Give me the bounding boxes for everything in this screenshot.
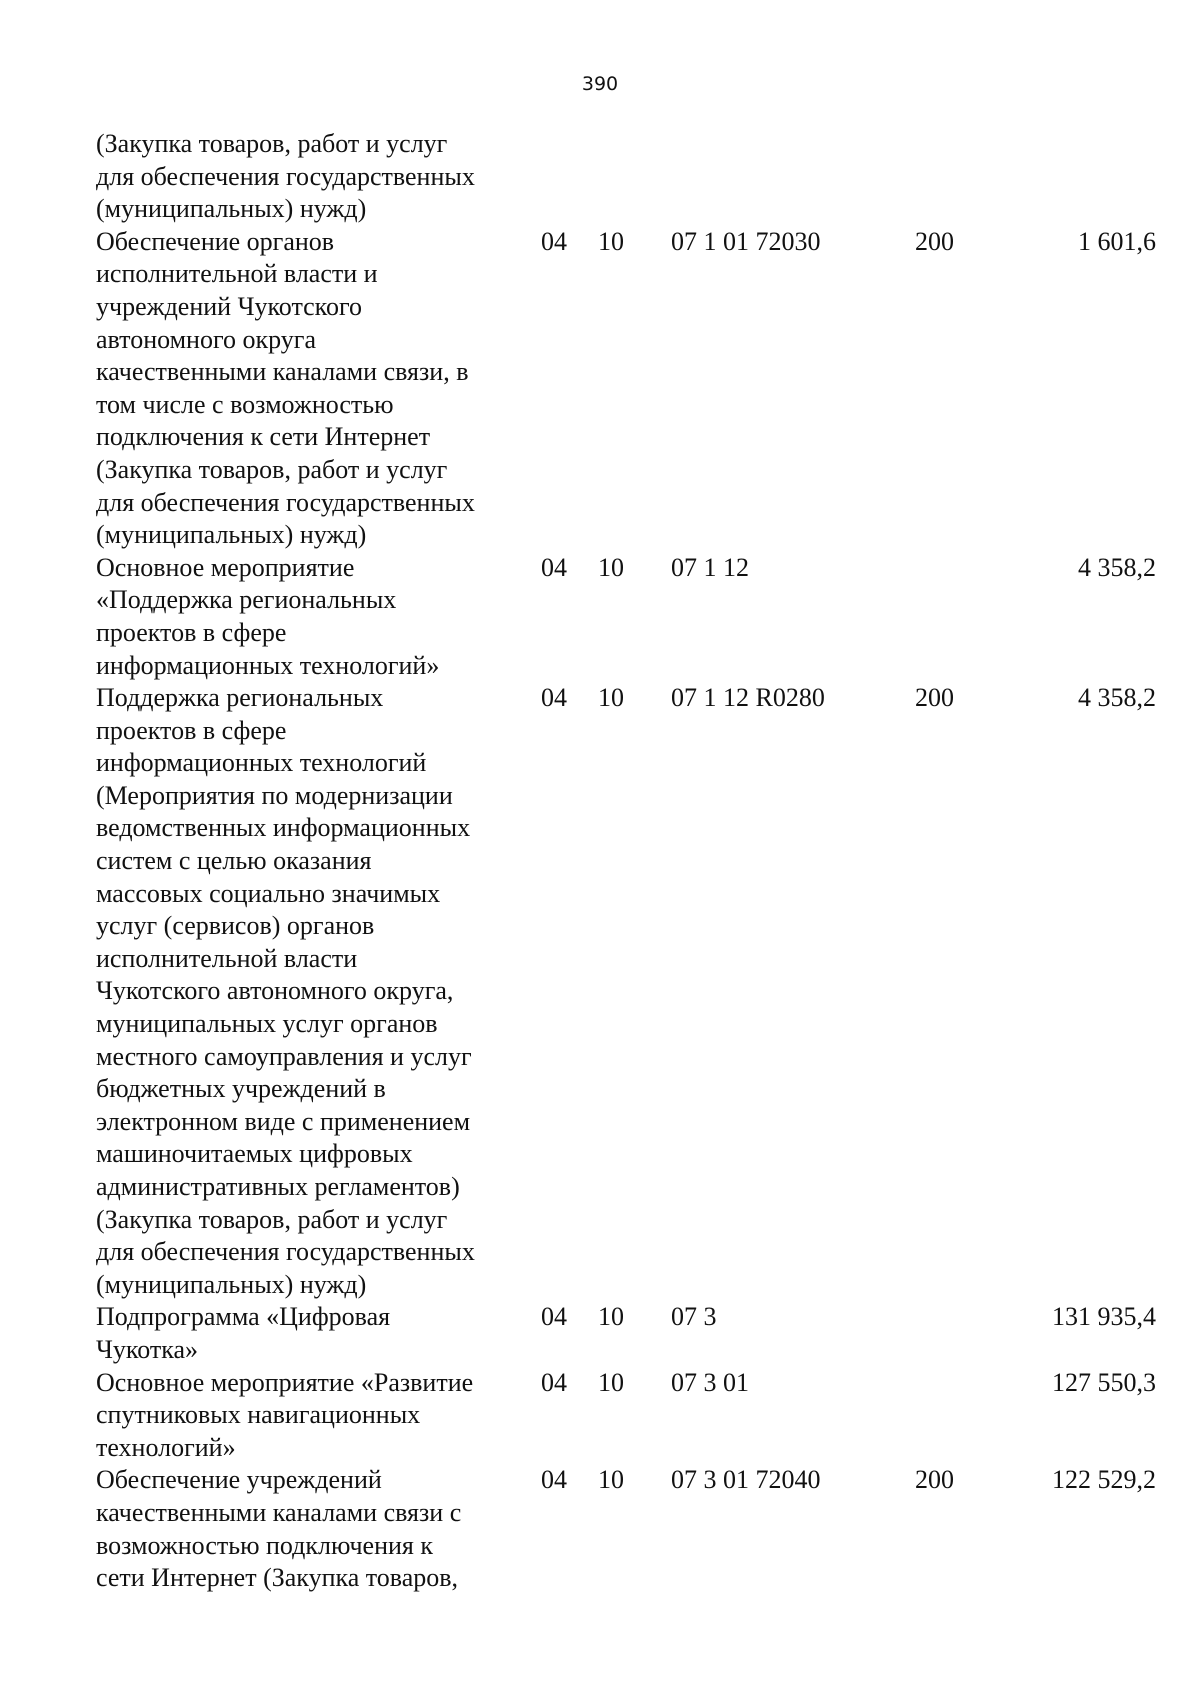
row-description: Обеспечение органов исполнительной власти и учреждений Чукотского автономного округа качественными каналами связи, в том числе с возможностью подключения к сети Интернет (Закупка товаров, работ и услуг для обеспечения государственных (муниципальных) нужд) [96,226,475,550]
row-section: 04 [541,552,567,582]
row-description: Основное мероприятие «Поддержка региональных проектов в сфере информационных технологий» [96,552,440,680]
row-subsection: 10 [598,1465,624,1495]
row-amount: 127 550,3 [1052,1367,1156,1397]
row-subsection: 10 [598,1302,624,1332]
row-target-code: 07 1 12 R0280 [671,683,825,713]
row-section: 04 [541,1367,567,1397]
row-amount: 4 358,2 [1078,552,1156,582]
row-target-code: 07 3 01 [671,1367,749,1397]
table-row [96,226,1156,552]
budget-table [96,128,1156,1595]
row-description: Обеспечение учреждений качественными каналами связи с возможностью подключения к сети Интернет (Закупка товаров, [96,1465,462,1593]
row-section: 04 [541,1465,567,1495]
row-section: 04 [541,683,567,713]
row-amount: 131 935,4 [1052,1302,1156,1332]
row-expense-type: 200 [915,1465,954,1495]
row-description: (Закупка товаров, работ и услуг для обеспечения государственных (муниципальных) нужд) [96,129,475,224]
page-number: 390 [581,73,619,95]
table-row [96,1367,1156,1465]
row-target-code: 07 1 01 72030 [671,226,821,256]
table-row [96,1464,1156,1594]
row-expense-type: 200 [915,226,954,256]
row-description: Поддержка региональных проектов в сфере информационных технологий (Мероприятия по модернизации ведомственных информационных систем с целью оказания массовых социально значимых услуг (сервисов) органов исполнительной власти Чукотского автономного округа, муниципальных услуг органов местного самоуправления и услуг бюджетных учреждений в электронном виде с применением машиночитаемых цифровых административных регламентов) (Закупка товаров, работ и услуг для обеспечения государственных (муниципальных) нужд) [96,683,475,1299]
row-subsection: 10 [598,1367,624,1397]
row-target-code: 07 3 [671,1302,717,1332]
row-description: Подпрограмма «Цифровая Чукотка» [96,1302,391,1364]
row-subsection: 10 [598,683,624,713]
row-section: 04 [541,226,567,256]
row-amount: 4 358,2 [1078,683,1156,713]
row-amount: 1 601,6 [1078,226,1156,256]
row-expense-type: 200 [915,683,954,713]
table-row [96,128,1156,226]
row-subsection: 10 [598,226,624,256]
row-subsection: 10 [598,552,624,582]
table-row [96,1301,1156,1366]
table-row [96,682,1156,1301]
row-target-code: 07 1 12 [671,552,749,582]
row-target-code: 07 3 01 72040 [671,1465,821,1495]
row-description: Основное мероприятие «Развитие спутниковых навигационных технологий» [96,1367,474,1462]
row-amount: 122 529,2 [1052,1465,1156,1495]
table-row [96,552,1156,682]
row-section: 04 [541,1302,567,1332]
